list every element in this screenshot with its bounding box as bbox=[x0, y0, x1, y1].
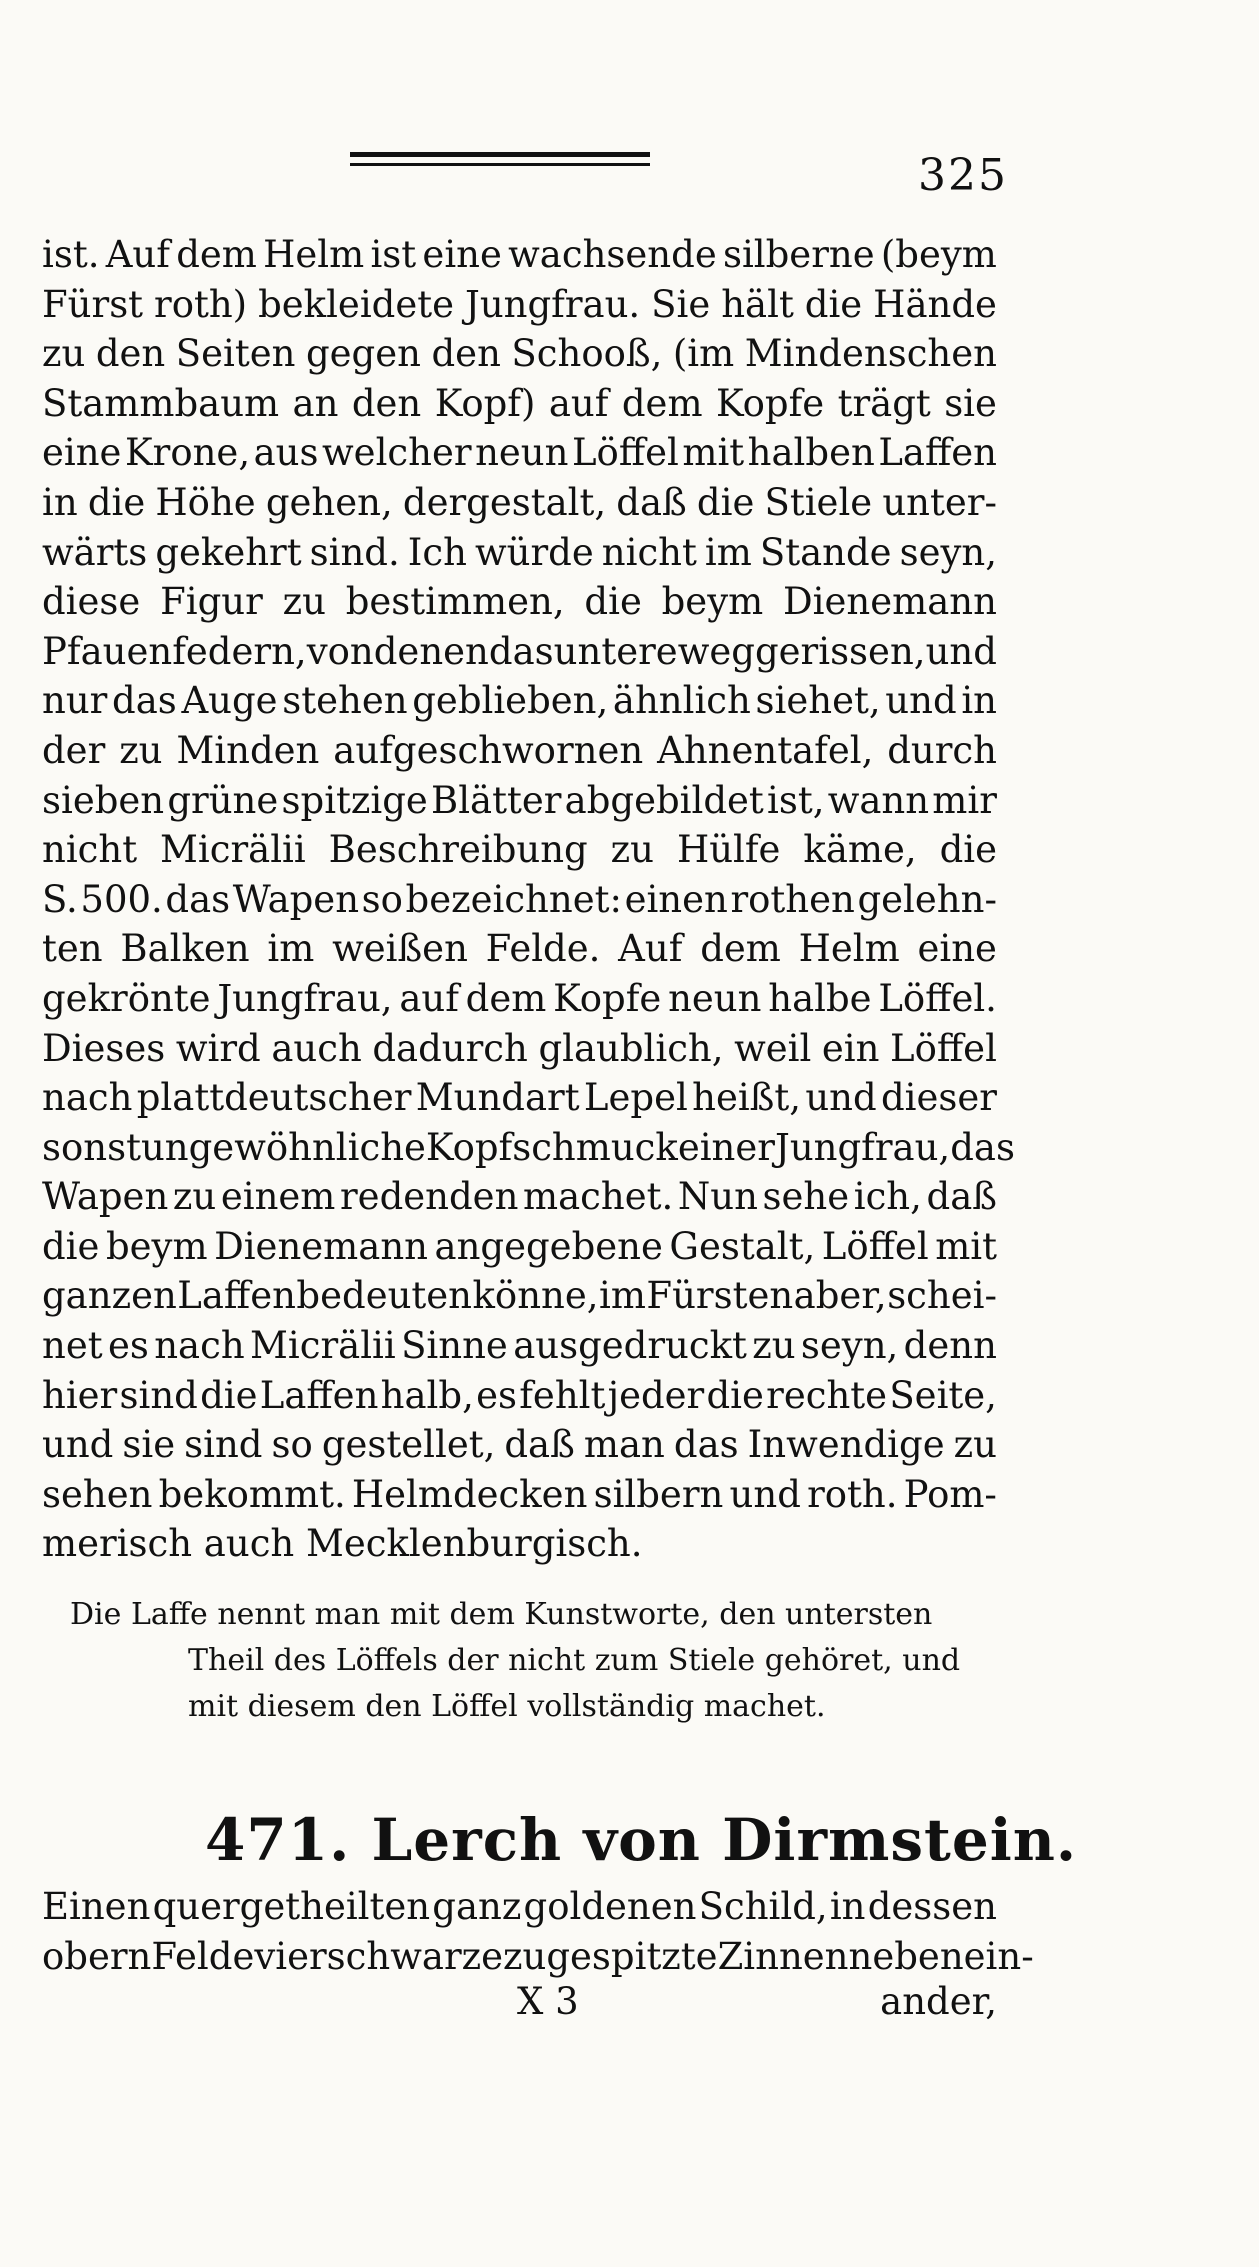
word: an bbox=[292, 381, 339, 425]
word: rothen bbox=[730, 877, 855, 921]
header-rule bbox=[350, 152, 650, 166]
word: in bbox=[961, 679, 997, 723]
word: dergestalt, bbox=[402, 480, 607, 524]
text-line bbox=[42, 230, 997, 280]
word: könne, bbox=[472, 1274, 599, 1318]
word: Blätter bbox=[431, 778, 562, 822]
word: angegebene bbox=[434, 1224, 663, 1268]
word: glaublich, bbox=[538, 1026, 724, 1070]
word: Kopfschmuck bbox=[425, 1125, 678, 1169]
word: sie bbox=[122, 1423, 176, 1467]
word: Löffel. bbox=[878, 976, 997, 1020]
word: daß bbox=[616, 480, 687, 524]
word: ungewöhnliche bbox=[140, 1125, 426, 1169]
word: den bbox=[95, 332, 166, 376]
word: Helm bbox=[263, 233, 365, 276]
word: das bbox=[488, 629, 554, 673]
text-line: Theil des Löffels der nicht zum Stiele gehöret, und bbox=[188, 1643, 961, 1678]
word: sind bbox=[119, 1373, 198, 1417]
word: welcher bbox=[322, 431, 472, 475]
word: Auge bbox=[181, 679, 278, 723]
word: Dieses bbox=[42, 1026, 166, 1070]
text-line bbox=[42, 627, 997, 677]
word: Gestalt, bbox=[669, 1224, 816, 1268]
body-text bbox=[42, 230, 1015, 1569]
word: zu bbox=[282, 580, 326, 624]
word: bezeichnet: bbox=[405, 877, 622, 921]
text-line bbox=[42, 428, 997, 478]
text-line bbox=[42, 478, 997, 528]
word: ich, bbox=[853, 1175, 922, 1219]
word: so bbox=[361, 877, 403, 921]
word: Jungfrau, bbox=[774, 1125, 951, 1169]
text-line bbox=[42, 1321, 997, 1371]
word: gekehrt bbox=[155, 530, 302, 574]
word: bekleidete bbox=[258, 282, 455, 326]
word: zu bbox=[752, 1324, 796, 1368]
word: Jungfrau, bbox=[217, 976, 393, 1020]
word: es bbox=[476, 1373, 517, 1417]
word: daß bbox=[504, 1423, 575, 1467]
word: wann bbox=[827, 778, 930, 822]
word: hält bbox=[721, 282, 794, 326]
word: Ahnentafel, bbox=[657, 728, 874, 772]
word: sind bbox=[184, 1423, 263, 1467]
word: schwarze bbox=[326, 1934, 504, 1978]
word: Mundart bbox=[415, 1076, 580, 1120]
word: sehen bbox=[42, 1472, 153, 1516]
word: dieser bbox=[880, 1076, 997, 1120]
word: eine bbox=[422, 233, 502, 276]
word: seyn, bbox=[899, 530, 997, 574]
word: Felde bbox=[151, 1934, 255, 1978]
word: ganzen bbox=[42, 1274, 177, 1318]
word: gehen, bbox=[265, 480, 393, 524]
word: jeder bbox=[607, 1373, 705, 1417]
word: Mindenschen bbox=[744, 332, 997, 376]
word: untere bbox=[553, 629, 678, 673]
word: Dienemann bbox=[214, 1224, 428, 1268]
text-line bbox=[42, 528, 997, 578]
word: hier bbox=[42, 1373, 118, 1417]
word: ein bbox=[821, 1026, 880, 1070]
page-number: 325 bbox=[918, 150, 1008, 201]
word: sieben bbox=[42, 778, 165, 822]
word: rechte bbox=[766, 1373, 888, 1417]
word: man bbox=[583, 1423, 665, 1467]
word: die bbox=[706, 1373, 764, 1417]
word: Einen bbox=[42, 1885, 151, 1928]
word: Figur bbox=[160, 580, 263, 624]
word: den bbox=[351, 381, 422, 425]
text-line bbox=[42, 1882, 997, 1932]
word: einer bbox=[677, 1125, 775, 1169]
word: Jungfrau. bbox=[464, 282, 641, 326]
word: Felde. bbox=[485, 927, 601, 971]
word: Hände bbox=[873, 282, 997, 326]
word: im bbox=[599, 1274, 646, 1318]
word: in bbox=[42, 480, 78, 524]
word: und bbox=[42, 1423, 114, 1467]
word: Dienemann bbox=[782, 580, 997, 624]
text-line bbox=[42, 1024, 997, 1074]
word: plattdeutscher bbox=[136, 1076, 412, 1120]
word: stehen bbox=[282, 679, 408, 723]
word: roth. bbox=[807, 1472, 898, 1516]
text-line bbox=[42, 1271, 997, 1321]
word: aufgeschwornen bbox=[333, 728, 644, 772]
word: siehet, bbox=[755, 679, 881, 723]
word: die bbox=[42, 1224, 100, 1268]
word: abgebildet bbox=[564, 778, 764, 822]
word: mit bbox=[682, 431, 745, 475]
word: Inwendige bbox=[747, 1423, 945, 1467]
word: trägt bbox=[837, 381, 931, 425]
word: zu bbox=[953, 1423, 997, 1467]
word: weil bbox=[734, 1026, 812, 1070]
word: den bbox=[431, 332, 501, 376]
word: 500. bbox=[80, 877, 163, 921]
word: Seiten bbox=[175, 332, 296, 376]
text-line bbox=[42, 280, 997, 330]
word: bekommt. bbox=[158, 1472, 346, 1516]
word: nicht bbox=[42, 828, 138, 872]
word: Kopfe bbox=[715, 381, 825, 425]
text-line: mit diesem den Löffel vollständig machet. bbox=[188, 1689, 826, 1724]
section-heading: 471. Lerch von Dirmstein. bbox=[205, 1806, 1078, 1874]
word: zu bbox=[610, 828, 654, 872]
word: von bbox=[306, 629, 374, 673]
word: silberne bbox=[722, 233, 875, 276]
word: die bbox=[804, 282, 863, 326]
word: Seite, bbox=[889, 1373, 997, 1417]
word: dem bbox=[465, 976, 547, 1020]
word: Löffel bbox=[571, 431, 679, 475]
word: grüne bbox=[167, 778, 279, 822]
word: wird bbox=[175, 1026, 261, 1070]
word: Löffel bbox=[821, 1224, 929, 1268]
text-line bbox=[42, 379, 997, 429]
word: machet. bbox=[523, 1175, 674, 1219]
word: beym bbox=[105, 1224, 208, 1268]
word: eine bbox=[42, 431, 122, 475]
word: der bbox=[42, 728, 106, 772]
word: sehe bbox=[762, 1175, 850, 1219]
word: Laffen bbox=[259, 1373, 379, 1417]
word: Fürsten bbox=[646, 1274, 794, 1318]
word: Stiele bbox=[764, 480, 873, 524]
word: gestellet, bbox=[321, 1423, 496, 1467]
word: würde bbox=[474, 530, 594, 574]
word: Fürst bbox=[42, 282, 144, 326]
word: Kopfe bbox=[553, 976, 662, 1020]
word: das bbox=[673, 1423, 739, 1467]
word: im bbox=[704, 530, 752, 574]
word: nach bbox=[42, 1076, 133, 1120]
word: goldenen bbox=[523, 1885, 697, 1928]
text-line bbox=[42, 1123, 1015, 1173]
catchword: ander, bbox=[880, 1980, 997, 2023]
text-line bbox=[42, 875, 997, 925]
word: dessen bbox=[867, 1885, 997, 1928]
word: net bbox=[42, 1324, 103, 1368]
word: das bbox=[165, 877, 231, 921]
word: gelehn- bbox=[857, 877, 997, 921]
word: Ich bbox=[407, 530, 467, 574]
word: es bbox=[107, 1324, 149, 1368]
word: weggerissen, bbox=[677, 629, 926, 673]
word: einem bbox=[220, 1175, 336, 1219]
word: denen bbox=[373, 629, 489, 673]
word: Auf bbox=[618, 927, 683, 971]
word: nicht bbox=[601, 530, 697, 574]
word: quergetheilten bbox=[152, 1885, 431, 1928]
word: Löffel bbox=[890, 1026, 997, 1070]
word: zu bbox=[119, 728, 163, 772]
word: Helm bbox=[798, 927, 900, 971]
word: dadurch bbox=[372, 1026, 528, 1070]
word: im bbox=[267, 927, 315, 971]
signature-line bbox=[42, 1980, 997, 2030]
word: ausgedruckt bbox=[513, 1324, 747, 1368]
text-line: merisch auch Mecklenburgisch. bbox=[42, 1522, 643, 1566]
word: Schooß, bbox=[511, 332, 663, 376]
word: (im bbox=[672, 332, 735, 376]
word: Wapen bbox=[42, 1175, 169, 1219]
word: eine bbox=[917, 927, 997, 971]
word: sind. bbox=[309, 530, 400, 574]
footnote bbox=[70, 1592, 1000, 1730]
word: Wapen bbox=[232, 877, 360, 921]
word: ten bbox=[42, 927, 103, 971]
word: Laffen bbox=[177, 1274, 296, 1318]
word: seyn, bbox=[800, 1324, 899, 1368]
word: bestimmen, bbox=[345, 580, 565, 624]
text-line bbox=[42, 1932, 1034, 1982]
text-line bbox=[42, 726, 997, 776]
word: aber, bbox=[793, 1274, 887, 1318]
word: ist. bbox=[42, 233, 100, 276]
word: halb, bbox=[380, 1373, 474, 1417]
text-line bbox=[42, 1073, 997, 1123]
word: zugespitzte bbox=[503, 1934, 718, 1978]
word: halben bbox=[747, 431, 875, 475]
word: nach bbox=[154, 1324, 245, 1368]
word: Schild, bbox=[698, 1885, 828, 1928]
word: Pfauenfedern, bbox=[42, 629, 307, 673]
word: neun bbox=[668, 976, 762, 1020]
word: aus bbox=[253, 431, 319, 475]
text-line bbox=[42, 825, 997, 875]
word: und bbox=[925, 629, 997, 673]
word: wachsende bbox=[508, 233, 717, 276]
text-line: Die Laffe nennt man mit dem Kunstworte, den untersten bbox=[70, 1597, 933, 1632]
word: und bbox=[805, 1076, 877, 1120]
word: Micrälii bbox=[250, 1324, 396, 1368]
word: sie bbox=[944, 381, 997, 425]
word: zu bbox=[172, 1175, 217, 1219]
word: einen bbox=[624, 877, 728, 921]
word: Höhe bbox=[155, 480, 256, 524]
word: diese bbox=[42, 580, 141, 624]
word: Balken bbox=[120, 927, 250, 971]
word: Pom- bbox=[903, 1472, 997, 1516]
word: weißen bbox=[332, 927, 468, 971]
word: ganz bbox=[432, 1885, 522, 1928]
word: Auf bbox=[105, 233, 170, 276]
word: roth) bbox=[154, 282, 248, 326]
text-line bbox=[42, 577, 997, 627]
word: neben bbox=[848, 1934, 964, 1978]
word: die bbox=[87, 480, 146, 524]
text-line bbox=[42, 676, 997, 726]
word: bedeuten bbox=[296, 1274, 473, 1318]
word: daß bbox=[926, 1175, 997, 1219]
word: wärts bbox=[42, 530, 148, 574]
word: Helmdecken bbox=[351, 1472, 588, 1516]
word: Lepel bbox=[583, 1076, 688, 1120]
word: ist bbox=[370, 233, 417, 276]
word: schei- bbox=[887, 1274, 997, 1318]
word: Micrälii bbox=[160, 828, 306, 872]
word: spitzige bbox=[281, 778, 428, 822]
word: auf bbox=[548, 381, 609, 425]
word: Hülfe bbox=[676, 828, 781, 872]
word: heißt, bbox=[692, 1076, 802, 1120]
word: ähnlich bbox=[612, 679, 751, 723]
word: Nun bbox=[677, 1175, 758, 1219]
word: halbe bbox=[768, 976, 872, 1020]
word: neun bbox=[475, 431, 569, 475]
word: mir bbox=[932, 778, 997, 822]
word: Minden bbox=[176, 728, 320, 772]
word: käme, bbox=[803, 828, 917, 872]
word: Zinnen bbox=[717, 1934, 849, 1978]
section-text bbox=[42, 1882, 1034, 1981]
word: die bbox=[696, 480, 755, 524]
word: silbern bbox=[593, 1472, 724, 1516]
text-line bbox=[42, 329, 997, 379]
word: dem bbox=[176, 233, 257, 276]
word: ist, bbox=[767, 778, 825, 822]
word: in bbox=[829, 1885, 866, 1928]
word: dem bbox=[621, 381, 703, 425]
text-line bbox=[42, 924, 997, 974]
word: gekrönte bbox=[42, 976, 211, 1020]
word: (beym bbox=[880, 233, 997, 276]
word: Krone, bbox=[124, 431, 251, 475]
text-line bbox=[42, 1222, 997, 1272]
word: gegen bbox=[305, 332, 421, 376]
word: die bbox=[939, 828, 997, 872]
word: mit bbox=[935, 1224, 997, 1268]
text-line bbox=[42, 974, 997, 1024]
word: auch bbox=[271, 1026, 362, 1070]
word: S. bbox=[42, 877, 78, 921]
word: denn bbox=[903, 1324, 997, 1368]
word: Sinne bbox=[401, 1324, 508, 1368]
word: Kopf) bbox=[434, 381, 536, 425]
word: so bbox=[271, 1423, 313, 1467]
word: Stammbaum bbox=[42, 381, 280, 425]
word: Beschreibung bbox=[328, 828, 588, 872]
word: vier bbox=[254, 1934, 327, 1978]
word: durch bbox=[887, 728, 997, 772]
word: nur bbox=[42, 679, 108, 723]
word: redenden bbox=[340, 1175, 519, 1219]
word: Sie bbox=[651, 282, 711, 326]
word: und bbox=[729, 1472, 801, 1516]
word: und bbox=[885, 679, 957, 723]
word: obern bbox=[42, 1934, 152, 1978]
text-line bbox=[42, 776, 997, 826]
word: auf bbox=[399, 976, 459, 1020]
word: zu bbox=[42, 332, 86, 376]
text-line bbox=[42, 1470, 997, 1520]
text-line bbox=[42, 1172, 997, 1222]
text-line bbox=[42, 1420, 997, 1470]
word: die bbox=[200, 1373, 258, 1417]
word: ein- bbox=[963, 1934, 1034, 1978]
word: sonst bbox=[42, 1125, 141, 1169]
word: fehlt bbox=[519, 1373, 606, 1417]
word: Stande bbox=[759, 530, 892, 574]
word: unter- bbox=[882, 480, 997, 524]
word: die bbox=[584, 580, 642, 624]
word: das bbox=[112, 679, 177, 723]
text-line bbox=[42, 1371, 997, 1421]
word: das bbox=[950, 1125, 1015, 1169]
word: beym bbox=[661, 580, 764, 624]
word: Laffen bbox=[878, 431, 997, 475]
word: dem bbox=[700, 927, 781, 971]
signature-mark: X 3 bbox=[517, 1980, 579, 2023]
word: geblieben, bbox=[412, 679, 609, 723]
